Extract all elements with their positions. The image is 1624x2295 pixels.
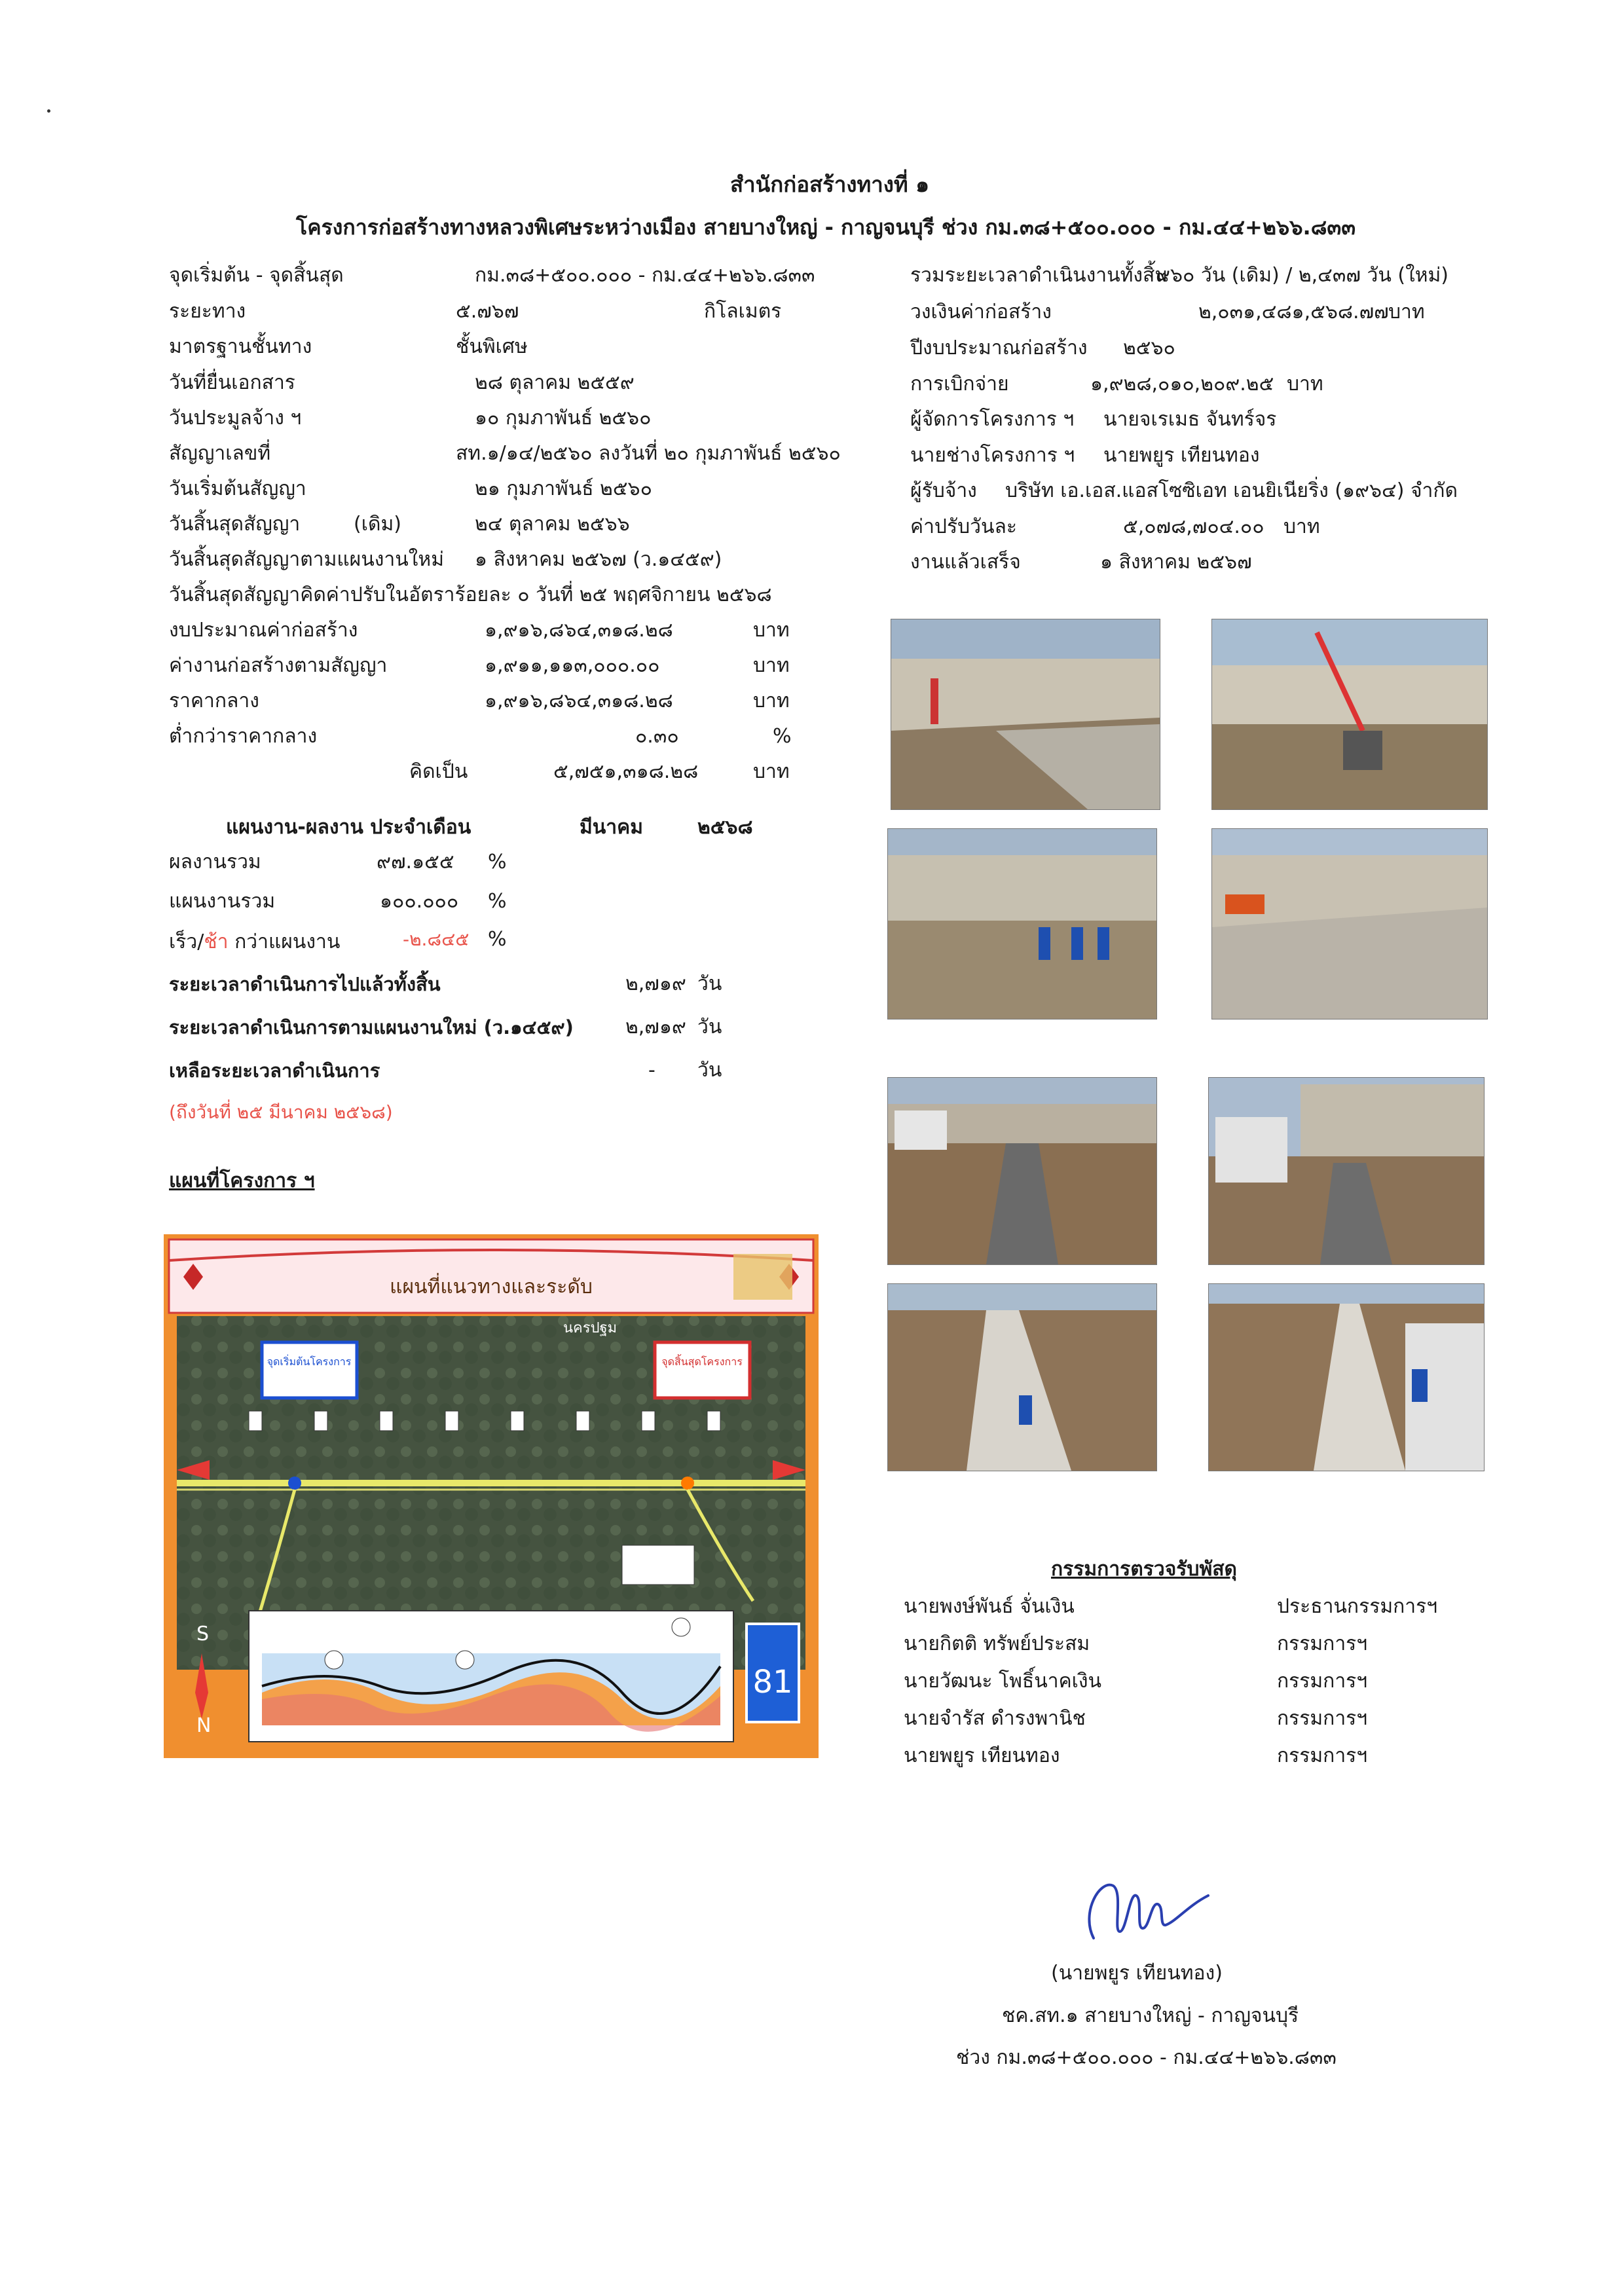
label-below-median: ต่ำกว่าราคากลาง	[169, 725, 318, 748]
value-contract-value: ๑,๙๑๑,๑๑๓,๐๐๐.๐๐	[485, 654, 660, 677]
note-contract-end: (เดิม)	[354, 513, 401, 536]
value-project-manager: นายจเรเมธ จันทร์จร	[1103, 408, 1277, 431]
plan-month: มีนาคม	[580, 816, 643, 839]
construction-photo	[887, 1077, 1157, 1265]
label-equals: คิดเป็น	[409, 760, 468, 783]
unit-distance: กิโลเมตร	[704, 300, 782, 323]
label-contract-end: วันสิ้นสุดสัญญา	[169, 513, 301, 536]
signer-position: ชค.สท.๑ สายบางใหญ่ - กาญจนบุรี	[1002, 2004, 1299, 2027]
value-contract-end: ๒๔ ตุลาคม ๒๕๖๖	[475, 513, 630, 536]
construction-photo	[1208, 1283, 1485, 1471]
map-heading: แผนที่โครงการ ฯ	[169, 1169, 315, 1192]
unit-daily-fine: บาท	[1283, 515, 1320, 538]
label-construction-value: วงเงินค่าก่อสร้าง	[910, 301, 1052, 323]
label-completed: งานแล้วเสร็จ	[910, 551, 1021, 574]
map-banner: แผนที่แนวทางและระดับ	[390, 1276, 593, 1298]
unit-budget: บาท	[753, 619, 790, 642]
unit-remaining: วัน	[697, 1059, 722, 1082]
value-completed: ๑ สิงหาคม ๒๕๖๗	[1100, 551, 1252, 574]
map-graphic	[164, 1234, 819, 1758]
committee-member-name: นายพงษ์พันธ์ จั่นเงิน	[904, 1595, 1075, 1618]
value-contract-start: ๒๑ กุมภาพันธ์ ๒๕๖๐	[475, 477, 652, 500]
value-new-end: ๑ สิงหาคม ๒๕๖๗ (ว.๑๔๕๙)	[475, 548, 722, 571]
speed-slow: ช้า	[204, 930, 229, 953]
plan-title: แผนงาน-ผลงาน ประจำเดือน	[226, 816, 471, 839]
unit-disbursement: บาท	[1287, 373, 1323, 395]
label-total-progress: ผลงานรวม	[169, 851, 261, 873]
value-submit-date: ๒๘ ตุลาคม ๒๕๕๙	[475, 371, 635, 394]
value-remaining: -	[648, 1059, 655, 1082]
unit-elapsed: วัน	[697, 972, 722, 995]
label-standard: มาตรฐานชั้นทาง	[169, 335, 312, 358]
label-project-manager: ผู้จัดการโครงการ ฯ	[910, 408, 1075, 431]
label-start-end: จุดเริ่มต้น - จุดสิ้นสุด	[169, 264, 344, 287]
construction-photo	[887, 828, 1157, 1019]
label-fiscal-year: ปีงบประมาณก่อสร้าง	[910, 337, 1088, 359]
compass-n: N	[196, 1714, 212, 1737]
signature-mark	[1074, 1866, 1225, 1951]
value-equals: ๕,๗๕๑,๓๑๘.๒๘	[553, 760, 699, 783]
label-daily-fine: ค่าปรับวันละ	[910, 515, 1017, 538]
committee-member-role: กรรมการฯ	[1277, 1744, 1368, 1767]
unit-contract-value: บาท	[753, 654, 790, 677]
label-disbursement: การเบิกจ่าย	[910, 373, 1009, 395]
value-contractor: บริษัท เอ.เอส.แอสโซซิเอท เอนยิเนียริ่ง (๑๙๖๔) จำกัด	[1005, 479, 1458, 502]
scan-speck	[47, 109, 50, 113]
value-total-duration: ๙๖๐ วัน (เดิม) / ๒,๔๓๗ วัน (ใหม่)	[1156, 264, 1449, 287]
unit-median-price: บาท	[753, 689, 790, 712]
unit-plan-duration: วัน	[697, 1016, 722, 1038]
label-plan-duration: ระยะเวลาดำเนินการตามแผนงานใหม่ (ว.๑๔๕๙)	[169, 1016, 574, 1038]
value-distance: ๕.๗๖๗	[456, 300, 519, 323]
value-elapsed: ๒,๗๑๙	[625, 972, 686, 995]
committee-member-name: นายกิตติ ทรัพย์ประสม	[904, 1632, 1090, 1655]
label-elapsed: ระยะเวลาดำเนินการไปแล้วทั้งสิ้น	[169, 973, 441, 995]
committee-member-role: ประธานกรรมการฯ	[1277, 1595, 1438, 1618]
label-median-price: ราคากลาง	[169, 689, 259, 712]
label-project-engineer: นายช่างโครงการ ฯ	[910, 444, 1075, 467]
penalty-line: วันสิ้นสุดสัญญาคิดค่าปรับในอัตราร้อยละ ๐ วันที่ ๒๕ พฤศจิกายน ๒๕๖๘	[169, 583, 772, 606]
office-title: สำนักก่อสร้างทางที่ ๑	[730, 172, 930, 197]
construction-photo	[1208, 1077, 1485, 1265]
value-daily-fine: ๕,๐๗๘,๗๐๔.๐๐	[1123, 515, 1264, 538]
value-median-price: ๑,๙๑๖,๘๖๔,๓๑๘.๒๘	[485, 689, 673, 712]
committee-member-role: กรรมการฯ	[1277, 1670, 1368, 1693]
committee-member-name: นายวัฒนะ โพธิ์นาคเงิน	[904, 1670, 1102, 1693]
value-bid-date: ๑๐ กุมภาพันธ์ ๒๕๖๐	[475, 407, 652, 430]
value-speed: -๒.๘๔๕	[403, 928, 470, 950]
speed-rest: กว่าแผนงาน	[228, 930, 341, 953]
unit-speed: %	[488, 928, 507, 951]
value-total-plan: ๑๐๐.๐๐๐	[380, 890, 459, 913]
map-town-label: นครปฐม	[563, 1320, 618, 1336]
value-start-end: กม.๓๘+๕๐๐.๐๐๐ - กม.๔๔+๒๖๖.๘๓๓	[475, 264, 815, 287]
unit-equals: บาท	[753, 760, 790, 783]
unit-below-median: %	[773, 725, 792, 748]
label-contract-start: วันเริ่มต้นสัญญา	[169, 477, 306, 500]
label-submit-date: วันที่ยื่นเอกสาร	[169, 371, 295, 394]
value-standard: ชั้นพิเศษ	[456, 335, 528, 358]
as-of-date: (ถึงวันที่ ๒๕ มีนาคม ๒๕๖๘)	[169, 1101, 393, 1123]
label-contract-no: สัญญาเลขที่	[169, 442, 271, 465]
project-title: โครงการก่อสร้างทางหลวงพิเศษระหว่างเมือง สายบางใหญ่ - กาญจนบุรี ช่วง กม.๓๘+๕๐๐.๐๐๐ - กม.๔๔+๒๖๖.๘๓๓	[296, 215, 1356, 240]
value-budget: ๑,๙๑๖,๘๖๔,๓๑๘.๒๘	[485, 619, 673, 642]
label-remaining: เหลือระยะเวลาดำเนินการ	[169, 1059, 380, 1082]
label-new-end: วันสิ้นสุดสัญญาตามแผนงานใหม่	[169, 548, 444, 571]
committee-member-role: กรรมการฯ	[1277, 1632, 1368, 1655]
unit-total-plan: %	[488, 890, 507, 913]
speed-fast: เร็ว/	[169, 930, 204, 953]
label-contract-value: ค่างานก่อสร้างตามสัญญา	[169, 654, 388, 677]
plan-year: ๒๕๖๘	[697, 816, 753, 839]
label-budget: งบประมาณค่าก่อสร้าง	[169, 619, 358, 642]
value-plan-duration: ๒,๗๑๙	[625, 1016, 686, 1038]
label-bid-date: วันประมูลจ้าง ฯ	[169, 407, 302, 430]
unit-construction-value: บาท	[1388, 301, 1425, 323]
committee-member-name: นายพยูร เทียนทอง	[904, 1744, 1060, 1767]
construction-photo	[887, 1283, 1157, 1471]
map-end-box: จุดสิ้นสุดโครงการ	[661, 1355, 743, 1368]
committee-title: กรรมการตรวจรับพัสดุ	[1051, 1558, 1238, 1581]
construction-photo	[891, 619, 1160, 810]
value-construction-value: ๒,๐๓๑,๔๘๑,๕๖๘.๗๗	[1198, 301, 1389, 323]
label-total-plan: แผนงานรวม	[169, 890, 276, 913]
signer-name: (นายพยูร เทียนทอง)	[1051, 1962, 1223, 1985]
value-contract-no: สท.๑/๑๔/๒๕๖๐ ลงวันที่ ๒๐ กุมภาพันธ์ ๒๕๖๐	[456, 442, 841, 465]
value-below-median: ๐.๓๐	[635, 725, 679, 748]
signer-section: ช่วง กม.๓๘+๕๐๐.๐๐๐ - กม.๔๔+๒๖๖.๘๓๓	[956, 2046, 1337, 2069]
value-total-progress: ๙๗.๑๕๕	[377, 851, 454, 873]
committee-member-role: กรรมการฯ	[1277, 1707, 1368, 1730]
map-start-box: จุดเริ่มต้นโครงการ	[267, 1355, 352, 1368]
label-total-duration: รวมระยะเวลาดำเนินงานทั้งสิ้น	[910, 264, 1168, 287]
value-disbursement: ๑,๙๒๘,๐๑๐,๒๐๙.๒๕	[1090, 373, 1274, 395]
value-fiscal-year: ๒๕๖๐	[1123, 337, 1175, 359]
label-speed	[169, 930, 340, 955]
compass-s: S	[196, 1623, 210, 1645]
project-map	[164, 1234, 819, 1758]
unit-total-progress: %	[488, 851, 507, 873]
route-number: 81	[752, 1664, 793, 1700]
label-distance: ระยะทาง	[169, 300, 246, 323]
committee-member-name: นายจำรัส ดำรงพานิช	[904, 1707, 1086, 1730]
construction-photo	[1211, 828, 1488, 1019]
construction-photo	[1211, 619, 1488, 810]
label-contractor: ผู้รับจ้าง	[910, 479, 977, 502]
value-project-engineer: นายพยูร เทียนทอง	[1103, 444, 1260, 467]
